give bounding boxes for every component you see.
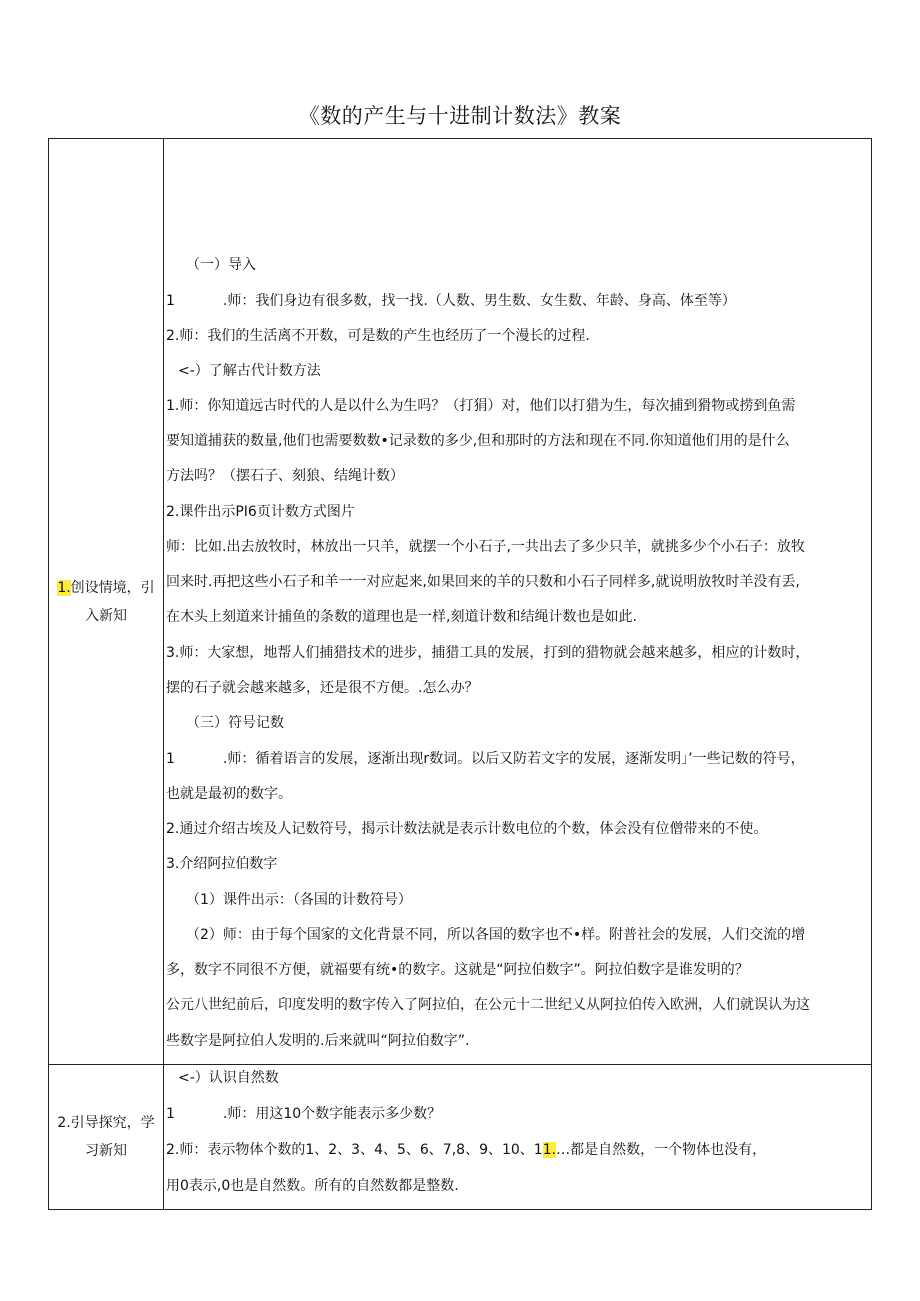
text-line: 也就是最初的数字。 <box>166 786 292 802</box>
subheading: <-）了解古代计数方法 <box>178 363 321 379</box>
section-label-text: 引导探究，学习新知 <box>70 1115 155 1159</box>
subheading: （三）符号记数 <box>186 715 284 731</box>
text-line: 要知道捕获的数量,他们也需要数数•记录数的多少,但和那时的方法和现在不同.你知道他们用的是什么 <box>166 433 790 449</box>
section-label-number: 2. <box>57 1115 71 1131</box>
section-label-text: 创设情境，引入新知 <box>70 579 155 624</box>
text-line: 多，数字不同很不方便，就福要有统•的数字。这就是“阿拉伯数字”。阿拉伯数字是谁发明的？ <box>166 962 749 978</box>
text-line: 2.通过介绍古埃及人记数符号，揭示计数法就是表示计数电位的个数，体会没有位僧带来的不使。 <box>166 821 768 837</box>
text-line: 2.师：表示物体个数的1、2、3、4、5、6、7,8、9、10、11.…都是自然数，一个物体也没有， <box>166 1142 767 1158</box>
text-line: 在木头上刻道来计捕鱼的条数的道理也是一样,刻道计数和结绳计数也是如此. <box>166 609 637 625</box>
highlighted-number: 1. <box>57 579 71 596</box>
text-line: 1 .师：我们身边有很多数，找一找.（人数、男生数、女生数、年龄、身高、体至等） <box>166 293 736 309</box>
text-line: （2）师：由于每个国家的文化背景不同，所以各国的数字也不•样。附普社会的发展，人们交流的增 <box>186 927 806 943</box>
table-row <box>49 139 872 1065</box>
text-line: 公元八世纪前后，印度发明的数字传入了阿拉伯，在公元十二世纪乂从阿拉伯传入欧洲，人们就误认为这 <box>166 997 810 1013</box>
text-line: 摆的石子就会越来越多，还是很不方便。.怎么办？ <box>166 680 479 696</box>
text-line: 3.师：大家想，地帮人们捕猎技术的进步，捕猎工具的发展，打到的猎物就会越来越多，相应的计数时， <box>166 645 810 661</box>
text-line: 3.介绍阿拉伯数字 <box>166 856 278 872</box>
text-line: 些数字是阿拉伯人发明的.后来就叫“阿拉伯数字”. <box>166 1033 470 1049</box>
section-content-cell <box>164 139 872 1065</box>
text-line: 2.课件出示PI6页计数方式图片 <box>166 504 355 520</box>
text-line: （1）课件出示：（各国的计数符号） <box>186 892 412 908</box>
section-label-cell <box>49 1065 164 1210</box>
section-label <box>49 1109 163 1165</box>
text-line: 回来时.再把这些小石子和羊一一对应起来,如果回来的羊的只数和小石子同样多,就说明放牧时羊没有丢, <box>166 574 800 590</box>
text-line: 师：比如.出去放牧时，林放出一只羊，就摆一个小石子,一共出去了多少只羊，就挑多少个小石子：放牧 <box>166 539 805 555</box>
text-line: 1.师：你知道远古时代的人是以什么为生吗？（打狷）对，他们以打猎为生，每次捕到猾物或捞到鱼需 <box>166 398 796 414</box>
text-line: 1 .师：循着语言的发展，逐渐出现r数词。以后又防若文字的发展，逐渐发明」’一些记数的符号， <box>166 751 805 767</box>
document-title: 《数的产生与十进制计数法》教案 <box>298 104 622 128</box>
table-row <box>49 1065 872 1210</box>
section-content <box>164 139 871 1064</box>
text-line: 2.师：我们的生活离不开数，可是数的产生也经历了一个漫长的过程. <box>166 328 590 344</box>
section-label-cell <box>49 139 164 1065</box>
text-line: 1 .师：用这10个数字能表示多少数？ <box>166 1106 442 1122</box>
section-content-cell <box>164 1065 872 1210</box>
section-content <box>164 1065 871 1209</box>
highlighted-number: 1. <box>542 1142 557 1158</box>
text-line: 方法吗？（摆石子、刻狼、结绳计数） <box>166 468 404 484</box>
lesson-table <box>48 138 872 1210</box>
section-label <box>49 574 163 630</box>
subheading: <-）认识自然数 <box>178 1070 279 1086</box>
subheading: （一）导入 <box>186 257 256 273</box>
text-line: 用0表示,0也是自然数。所有的自然数都是整数. <box>166 1178 459 1194</box>
